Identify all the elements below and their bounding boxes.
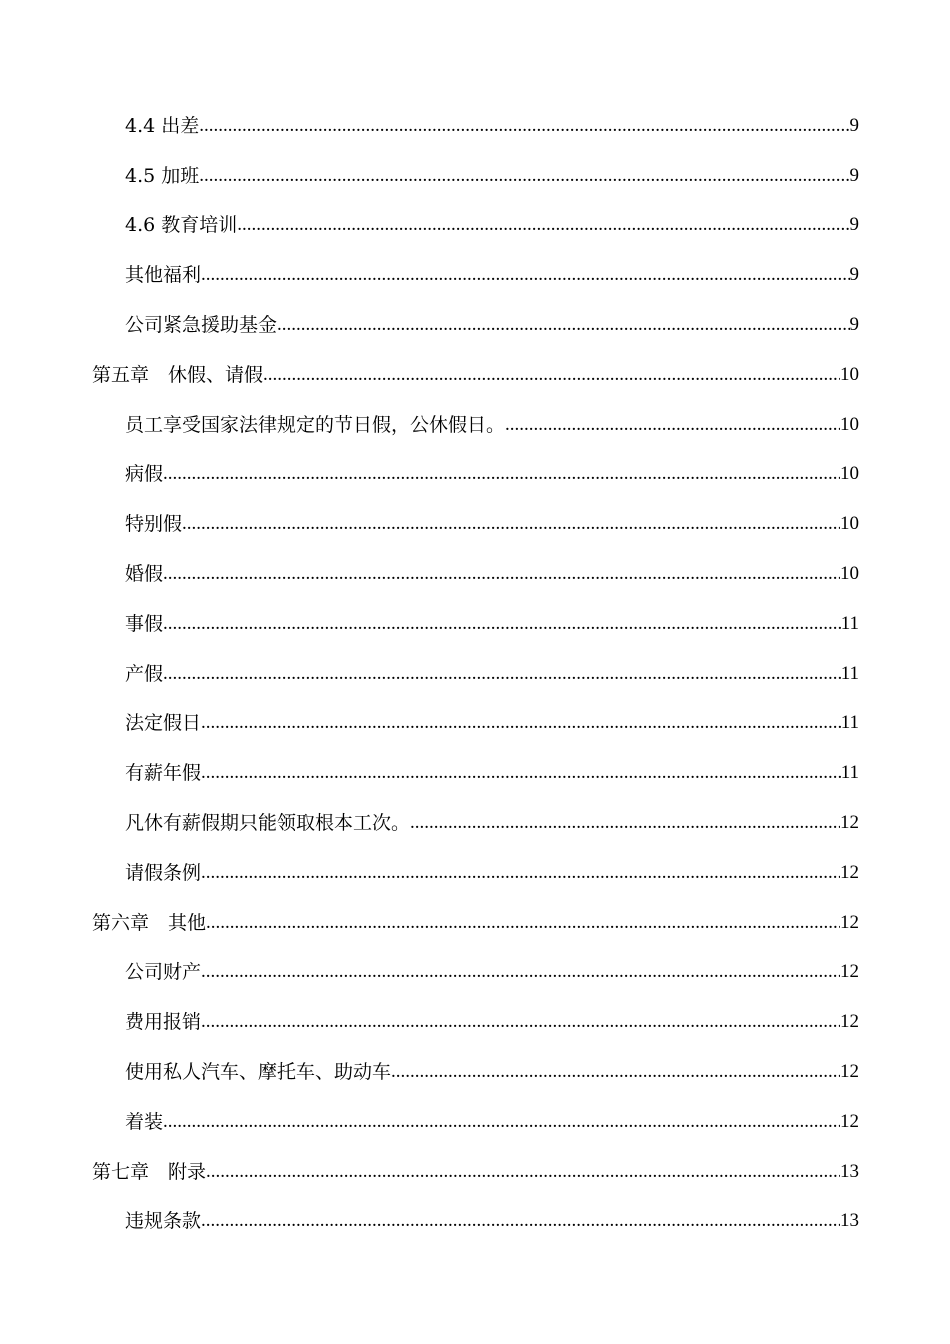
toc-dot-leader: [199, 114, 849, 138]
toc-entry[interactable]: [0, 300, 950, 350]
toc-dot-leader: [201, 263, 849, 287]
toc-entry-title: 公司紧急援助基金: [125, 314, 278, 337]
toc-entry[interactable]: [0, 549, 950, 599]
toc-dot-leader: [206, 1160, 840, 1184]
toc-entry-page: 11: [840, 712, 859, 734]
toc-entry[interactable]: [0, 450, 950, 500]
toc-entry[interactable]: [0, 997, 950, 1047]
toc-chapter-entry[interactable]: [0, 350, 950, 400]
toc-dot-leader: [505, 413, 840, 437]
toc-dot-leader: [163, 562, 840, 586]
toc-entry[interactable]: [0, 101, 950, 151]
toc-entry[interactable]: [0, 1097, 950, 1147]
toc-entry-page: 10: [840, 413, 859, 435]
toc-dot-leader: [201, 861, 840, 885]
toc-entry-title: 第五章 休假、请假: [92, 363, 264, 386]
toc-dot-leader: [410, 811, 840, 835]
toc-dot-leader: [199, 164, 849, 188]
toc-entry-title: 病假: [125, 463, 164, 486]
toc-entry-title: 违规条款: [125, 1210, 202, 1233]
toc-dot-leader: [201, 711, 841, 735]
toc-dot-leader: [163, 612, 841, 636]
toc-entry-title: 第六章 其他: [92, 911, 207, 934]
toc-dot-leader: [201, 1010, 840, 1034]
toc-entry[interactable]: [0, 649, 950, 699]
toc-entry[interactable]: [0, 400, 950, 450]
toc-entry-page: 13: [840, 1160, 859, 1182]
toc-entry-page: 9: [849, 164, 859, 186]
toc-entry-title: 员工享受国家法律规定的节日假，公休假日。: [125, 413, 506, 436]
toc-entry-page: 12: [840, 961, 859, 983]
toc-entry-page: 9: [849, 264, 859, 286]
toc-dot-leader: [163, 662, 841, 686]
toc-entry-title: 使用私人汽车、摩托车、助动车: [125, 1061, 392, 1084]
toc-entry-page: 12: [840, 911, 859, 933]
toc-entry-page: 12: [840, 1110, 859, 1132]
toc-entry-title: 4.5 加班: [125, 164, 200, 187]
toc-entry-page: 12: [840, 861, 859, 883]
toc-dot-leader: [163, 462, 840, 486]
toc-dot-leader: [277, 313, 849, 337]
toc-entry[interactable]: [0, 798, 950, 848]
toc-entry[interactable]: [0, 599, 950, 649]
toc-entry[interactable]: [0, 699, 950, 749]
toc-entry-title: 特别假: [125, 513, 183, 536]
toc-entry-title: 产假: [125, 662, 164, 685]
toc-dot-leader: [206, 911, 840, 935]
toc-entry[interactable]: [0, 948, 950, 998]
toc-dot-leader: [201, 761, 841, 785]
toc-dot-leader: [237, 213, 849, 237]
toc-chapter-entry[interactable]: [0, 1147, 950, 1197]
toc-entry-title: 其他福利: [125, 264, 202, 287]
toc-entry-page: 12: [840, 812, 859, 834]
toc-entry-page: 11: [840, 662, 859, 684]
toc-dot-leader: [391, 1060, 840, 1084]
toc-dot-leader: [263, 363, 840, 387]
toc-entry[interactable]: [0, 250, 950, 300]
toc-entry[interactable]: [0, 499, 950, 549]
toc-entry[interactable]: [0, 151, 950, 201]
toc-dot-leader: [163, 1110, 840, 1134]
toc-entry-title: 凡休有薪假期只能领取根本工次。: [125, 812, 411, 835]
toc-entry-page: 9: [849, 114, 859, 136]
toc-entry-title: 第七章 附录: [92, 1160, 207, 1183]
toc-entry-page: 13: [840, 1210, 859, 1232]
toc-entry-title: 有薪年假: [125, 762, 202, 785]
toc-entry-page: 9: [849, 314, 859, 336]
toc-entry[interactable]: [0, 748, 950, 798]
toc-entry-title: 婚假: [125, 563, 164, 586]
toc-entry[interactable]: [0, 201, 950, 251]
toc-entry-title: 着装: [125, 1110, 164, 1133]
toc-entry-page: 10: [840, 363, 859, 385]
toc-dot-leader: [201, 960, 840, 984]
toc-entry-page: 10: [840, 463, 859, 485]
toc-entry-page: 11: [840, 762, 859, 784]
toc-entry-title: 4.4 出差: [125, 114, 200, 137]
toc-chapter-entry[interactable]: [0, 898, 950, 948]
toc-entry-title: 法定假日: [125, 712, 202, 735]
toc-entry[interactable]: [0, 1197, 950, 1247]
toc-entry-page: 9: [849, 214, 859, 236]
toc-entry-page: 12: [840, 1061, 859, 1083]
toc-entry-title: 4.6 教育培训: [125, 214, 238, 237]
toc-entry-title: 事假: [125, 612, 164, 635]
toc-entry[interactable]: [0, 848, 950, 898]
toc-entry-title: 费用报销: [125, 1011, 202, 1034]
toc-dot-leader: [182, 512, 840, 536]
toc-entry-page: 12: [840, 1011, 859, 1033]
toc-dot-leader: [201, 1209, 840, 1233]
toc-entry-title: 公司财产: [125, 961, 202, 984]
table-of-contents: [0, 101, 950, 1246]
toc-entry-page: 11: [840, 612, 859, 634]
toc-entry-page: 10: [840, 513, 859, 535]
toc-entry[interactable]: [0, 1047, 950, 1097]
toc-entry-title: 请假条例: [125, 861, 202, 884]
toc-entry-page: 10: [840, 563, 859, 585]
